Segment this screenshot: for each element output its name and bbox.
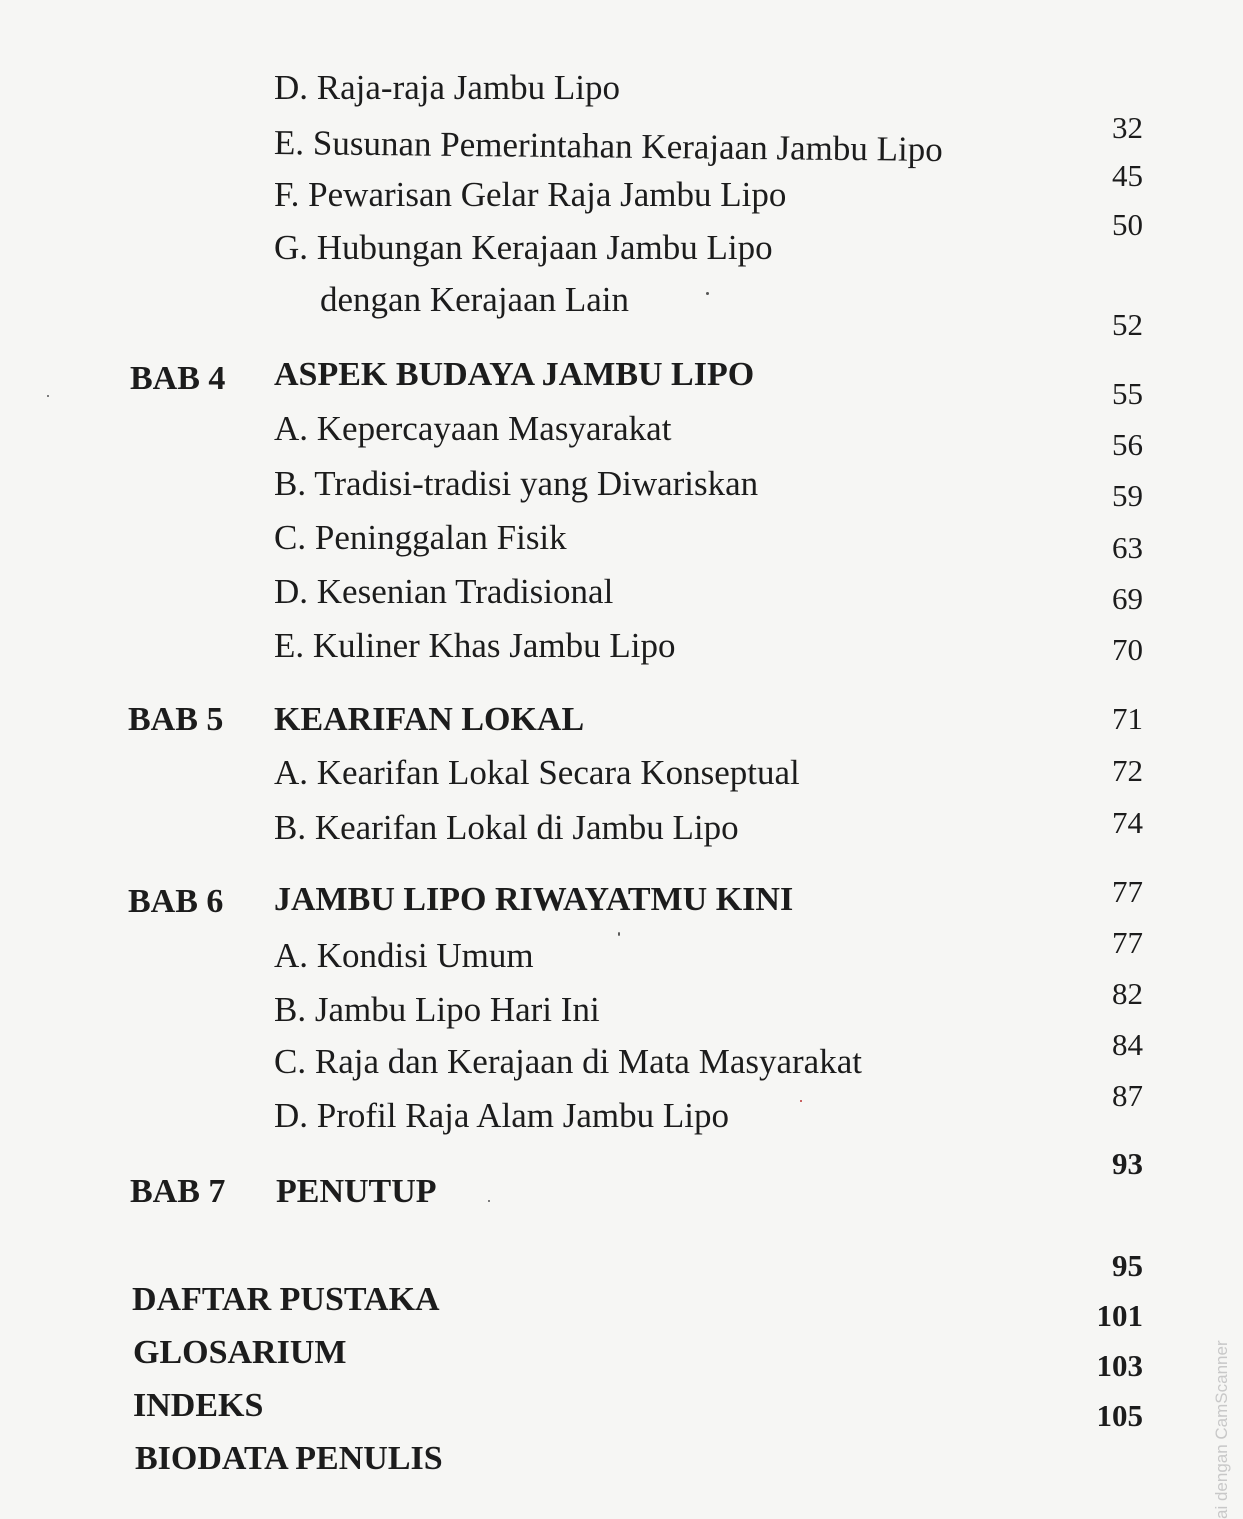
scan-speck	[618, 932, 620, 936]
entry-letter: B.	[274, 990, 307, 1029]
toc-entry	[274, 409, 671, 449]
page-number: 74	[1112, 805, 1143, 840]
page-number: 52	[1112, 307, 1143, 342]
toc-entry	[274, 626, 675, 666]
entry-letter: A.	[274, 936, 309, 975]
toc-entry	[274, 175, 786, 215]
page-number: 84	[1112, 1027, 1143, 1062]
page-number: 95	[1112, 1248, 1143, 1283]
chapter-title: ASPEK BUDAYA JAMBU LIPO	[274, 356, 755, 393]
page-number: 87	[1112, 1078, 1143, 1113]
entry-title: Pewarisan Gelar Raja Jambu Lipo	[308, 175, 787, 214]
entry-title: Peninggalan Fisik	[314, 518, 567, 557]
toc-entry	[274, 1096, 729, 1136]
toc-entry	[274, 123, 943, 170]
page-number: 70	[1112, 632, 1143, 667]
entry-letter: C.	[274, 518, 307, 557]
entry-letter: D.	[274, 572, 309, 611]
page-number: 56	[1112, 427, 1143, 462]
chapter-label: BAB 7	[130, 1173, 226, 1210]
page-number: 77	[1112, 925, 1143, 960]
entry-letter: C.	[274, 1042, 307, 1081]
toc-entry	[274, 990, 600, 1030]
page-number: 59	[1112, 478, 1143, 513]
entry-letter: E.	[274, 626, 305, 665]
entry-title: Jambu Lipo Hari Ini	[314, 990, 600, 1029]
page-number: 72	[1112, 753, 1143, 788]
page-number: 45	[1112, 158, 1143, 193]
chapter-title: KEARIFAN LOKAL	[274, 701, 585, 738]
toc-entry	[274, 936, 534, 976]
entry-title: Raja dan Kerajaan di Mata Masyarakat	[314, 1042, 862, 1081]
entry-letter: E.	[273, 123, 305, 163]
page-number: 71	[1112, 701, 1143, 736]
scan-speck	[706, 292, 709, 295]
entry-title: Kondisi Umum	[316, 936, 534, 975]
back-matter-entry: INDEKS	[133, 1387, 264, 1424]
page-number: 69	[1112, 581, 1143, 616]
entry-title: Raja-raja Jambu Lipo	[316, 68, 621, 107]
back-matter-entry: DAFTAR PUSTAKA	[132, 1281, 440, 1318]
scan-speck	[488, 1200, 490, 1202]
entry-title: Kepercayaan Masyarakat	[316, 409, 672, 448]
chapter-title: PENUTUP	[276, 1173, 437, 1210]
entry-letter: A.	[274, 409, 309, 448]
page-number: 63	[1112, 530, 1143, 565]
page-number: 103	[1096, 1348, 1143, 1383]
entry-letter: B.	[274, 464, 307, 503]
toc-entry	[274, 464, 758, 504]
page-number: 55	[1112, 376, 1143, 411]
chapter-label: BAB 4	[130, 360, 226, 397]
chapter-label: BAB 5	[128, 701, 224, 738]
toc-entry	[274, 808, 739, 848]
entry-title-continued: dengan Kerajaan Lain	[320, 280, 630, 319]
toc-entry	[274, 228, 773, 268]
toc-entry	[274, 572, 613, 612]
entry-letter: F.	[274, 175, 300, 214]
page-number: 77	[1112, 874, 1143, 909]
back-matter-entry: GLOSARIUM	[133, 1334, 347, 1371]
page-number: 50	[1112, 207, 1143, 242]
page-number: 105	[1096, 1398, 1143, 1433]
entry-title: Profil Raja Alam Jambu Lipo	[316, 1096, 729, 1135]
entry-title: Hubungan Kerajaan Jambu Lipo	[316, 228, 773, 267]
entry-letter: B.	[274, 808, 307, 847]
scan-speck	[47, 395, 49, 397]
scan-speck	[800, 1100, 802, 1102]
entry-title: Kuliner Khas Jambu Lipo	[312, 626, 676, 665]
entry-letter: D.	[274, 68, 309, 107]
entry-letter: G.	[274, 228, 309, 267]
page-number: 32	[1112, 110, 1143, 145]
scanner-watermark: ai dengan CamScanner	[1212, 1340, 1231, 1519]
entry-title: Kearifan Lokal Secara Konseptual	[316, 753, 800, 792]
entry-letter: A.	[274, 753, 309, 792]
toc-entry	[274, 1042, 862, 1082]
chapter-label: BAB 6	[128, 883, 224, 920]
entry-title: Susunan Pemerintahan Kerajaan Jambu Lipo	[312, 123, 943, 170]
back-matter-entry: BIODATA PENULIS	[135, 1440, 443, 1477]
toc-entry	[274, 753, 800, 793]
entry-title: Tradisi-tradisi yang Diwariskan	[314, 464, 759, 503]
entry-letter: D.	[274, 1096, 309, 1135]
page-number: 101	[1096, 1298, 1143, 1333]
entry-title: Kesenian Tradisional	[316, 572, 614, 611]
page-number: 82	[1112, 976, 1143, 1011]
page-number: 93	[1112, 1146, 1143, 1181]
chapter-title: JAMBU LIPO RIWAYATMU KINI	[274, 881, 794, 918]
entry-title: Kearifan Lokal di Jambu Lipo	[314, 808, 739, 847]
toc-entry	[274, 68, 620, 108]
toc-entry	[274, 518, 567, 558]
